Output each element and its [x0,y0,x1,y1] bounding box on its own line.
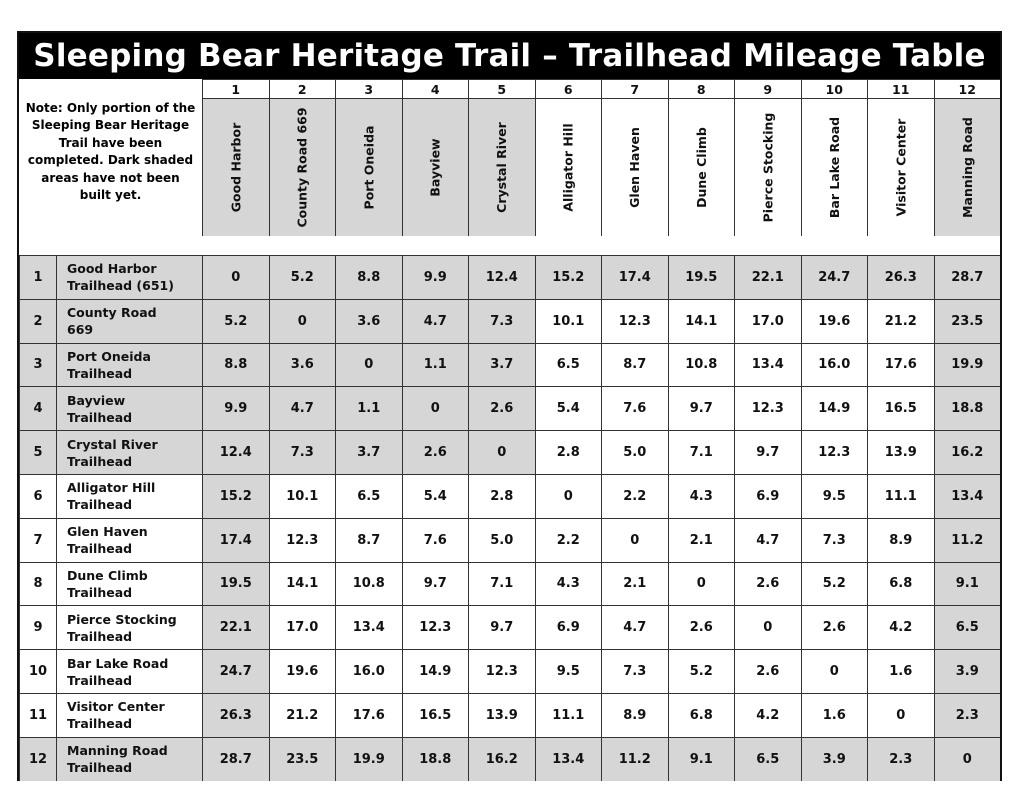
mileage-cell: 6.5 [934,605,1001,649]
column-header [734,98,801,236]
mileage-cell: 19.5 [668,255,735,299]
row-label-text: Manning Road Trailhead [67,743,168,776]
column-header-text: Bayview [427,138,443,197]
mileage-cell: 13.9 [867,430,934,474]
mileage-cell: 6.5 [335,474,402,518]
mileage-cell: 13.9 [468,693,535,737]
mileage-cell: 7.6 [601,386,668,430]
mileage-cell: 5.0 [468,518,535,562]
mileage-cell: 23.5 [269,737,336,781]
row-number: 2 [19,299,56,343]
mileage-cell: 2.6 [468,386,535,430]
mileage-cell: 6.9 [535,605,602,649]
column-header [867,98,934,236]
mileage-table-sheet [17,31,1002,781]
mileage-cell: 19.6 [269,649,336,693]
mileage-cell: 8.8 [335,255,402,299]
row-label [56,474,202,518]
mileage-cell: 0 [601,518,668,562]
mileage-cell: 28.7 [934,255,1001,299]
column-header [535,98,602,236]
mileage-cell: 2.6 [734,649,801,693]
mileage-cell: 1.1 [335,386,402,430]
mileage-cell: 13.4 [535,737,602,781]
mileage-cell: 16.5 [402,693,469,737]
mileage-cell: 16.2 [468,737,535,781]
mileage-cell: 8.7 [601,343,668,387]
row-label-text: Bayview Trailhead [67,392,133,425]
mileage-cell: 1.1 [402,343,469,387]
mileage-cell: 14.1 [269,562,336,606]
column-number: 6 [535,79,602,98]
mileage-cell: 0 [402,386,469,430]
column-header [468,98,535,236]
row-label-text: Glen Haven Trailhead [67,524,148,557]
mileage-cell: 3.7 [468,343,535,387]
mileage-cell: 2.3 [867,737,934,781]
mileage-cell: 24.7 [801,255,868,299]
mileage-cell: 11.2 [601,737,668,781]
column-number: 7 [601,79,668,98]
row-number: 1 [19,255,56,299]
mileage-cell: 11.1 [867,474,934,518]
mileage-cell: 8.9 [601,693,668,737]
mileage-cell: 0 [335,343,402,387]
mileage-cell: 2.1 [668,518,735,562]
column-header-text: Crystal River [494,122,510,213]
row-number: 3 [19,343,56,387]
mileage-cell: 17.6 [335,693,402,737]
mileage-cell: 0 [269,299,336,343]
mileage-cell: 4.7 [734,518,801,562]
mileage-cell: 2.6 [402,430,469,474]
row-number: 6 [19,474,56,518]
mileage-cell: 12.4 [202,430,269,474]
column-number: 12 [934,79,1001,98]
mileage-cell: 7.3 [801,518,868,562]
construction-note: Note: Only portion of the Sleeping Bear Heritage Trail have been completed. Dark shaded areas have not been built yet. [25,100,196,202]
mileage-cell: 3.9 [934,649,1001,693]
mileage-cell: 19.9 [335,737,402,781]
row-label [56,649,202,693]
mileage-cell: 9.7 [402,562,469,606]
mileage-cell: 9.5 [801,474,868,518]
mileage-cell: 5.2 [202,299,269,343]
mileage-cell: 9.1 [934,562,1001,606]
row-label [56,430,202,474]
mileage-cell: 2.1 [601,562,668,606]
mileage-cell: 15.2 [535,255,602,299]
mileage-cell: 6.5 [535,343,602,387]
column-header [335,98,402,236]
mileage-cell: 5.2 [801,562,868,606]
column-header [801,98,868,236]
mileage-cell: 17.0 [269,605,336,649]
mileage-cell: 2.8 [535,430,602,474]
column-header-text: Pierce Stocking [760,112,776,223]
mileage-cell: 0 [801,649,868,693]
mileage-cell: 22.1 [734,255,801,299]
mileage-cell: 14.9 [801,386,868,430]
mileage-cell: 16.2 [934,430,1001,474]
row-label [56,386,202,430]
row-label-text: Bar Lake Road Trailhead [67,655,169,688]
mileage-cell: 14.9 [402,649,469,693]
row-label-text: Alligator Hill Trailhead [67,480,156,513]
mileage-cell: 12.3 [601,299,668,343]
mileage-cell: 5.2 [668,649,735,693]
mileage-cell: 9.9 [402,255,469,299]
mileage-cell: 13.4 [734,343,801,387]
column-number: 9 [734,79,801,98]
column-number: 2 [269,79,336,98]
column-header-text: Glen Haven [627,127,643,208]
mileage-cell: 24.7 [202,649,269,693]
mileage-cell: 6.9 [734,474,801,518]
column-header-text: Bar Lake Road [826,116,842,219]
mileage-cell: 9.7 [734,430,801,474]
mileage-cell: 7.3 [601,649,668,693]
row-label-text: County Road 669 [67,305,157,338]
mileage-cell: 8.8 [202,343,269,387]
mileage-cell: 4.7 [402,299,469,343]
mileage-cell: 19.5 [202,562,269,606]
mileage-cell: 16.5 [867,386,934,430]
column-number: 3 [335,79,402,98]
mileage-cell: 12.3 [734,386,801,430]
row-label [56,343,202,387]
mileage-cell: 1.6 [801,693,868,737]
mileage-cell: 17.4 [202,518,269,562]
mileage-cell: 7.1 [468,562,535,606]
mileage-cell: 2.3 [934,693,1001,737]
mileage-cell: 1.6 [867,649,934,693]
column-number: 4 [402,79,469,98]
row-number: 11 [19,693,56,737]
row-label [56,693,202,737]
mileage-cell: 17.0 [734,299,801,343]
mileage-cell: 9.1 [668,737,735,781]
row-number: 9 [19,605,56,649]
mileage-cell: 6.8 [668,693,735,737]
mileage-cell: 4.3 [668,474,735,518]
row-label [56,562,202,606]
row-number: 10 [19,649,56,693]
mileage-cell: 2.6 [734,562,801,606]
mileage-cell: 2.2 [601,474,668,518]
mileage-cell: 17.4 [601,255,668,299]
mileage-cell: 0 [202,255,269,299]
column-header-text: Port Oneida [361,125,377,210]
mileage-cell: 3.6 [335,299,402,343]
mileage-cell: 19.6 [801,299,868,343]
mileage-cell: 4.7 [601,605,668,649]
row-number: 7 [19,518,56,562]
table-title: Sleeping Bear Heritage Trail – Trailhead Mileage Table [19,33,1000,79]
mileage-cell: 4.2 [867,605,934,649]
column-header [402,98,469,236]
mileage-cell: 9.5 [535,649,602,693]
row-number: 4 [19,386,56,430]
mileage-cell: 15.2 [202,474,269,518]
column-number: 11 [867,79,934,98]
mileage-cell: 3.7 [335,430,402,474]
column-header [601,98,668,236]
mileage-cell: 4.7 [269,386,336,430]
mileage-cell: 22.1 [202,605,269,649]
row-label [56,518,202,562]
mileage-cell: 16.0 [801,343,868,387]
row-label-text: Good Harbor Trailhead (651) [67,261,174,294]
mileage-cell: 0 [867,693,934,737]
column-number: 8 [668,79,735,98]
mileage-cell: 5.4 [535,386,602,430]
mileage-cell: 11.1 [535,693,602,737]
row-label-text: Pierce Stocking Trailhead [67,611,177,644]
row-label-text: Crystal River Trailhead [67,436,158,469]
row-label [56,737,202,781]
mileage-cell: 4.3 [535,562,602,606]
mileage-cell: 2.6 [668,605,735,649]
mileage-cell: 8.7 [335,518,402,562]
mileage-cell: 14.1 [668,299,735,343]
column-header [934,98,1001,236]
column-header-text: Dune Climb [693,127,709,208]
mileage-cell: 28.7 [202,737,269,781]
mileage-cell: 0 [668,562,735,606]
mileage-cell: 7.1 [668,430,735,474]
mileage-cell: 16.0 [335,649,402,693]
mileage-cell: 13.4 [335,605,402,649]
row-number: 5 [19,430,56,474]
mileage-cell: 2.6 [801,605,868,649]
mileage-cell: 5.2 [269,255,336,299]
row-number: 12 [19,737,56,781]
mileage-cell: 17.6 [867,343,934,387]
mileage-cell: 4.2 [734,693,801,737]
mileage-cell: 26.3 [867,255,934,299]
mileage-cell: 12.3 [269,518,336,562]
column-header [269,98,336,236]
mileage-cell: 9.7 [668,386,735,430]
mileage-cell: 18.8 [402,737,469,781]
mileage-cell: 18.8 [934,386,1001,430]
mileage-cell: 6.8 [867,562,934,606]
mileage-cell: 9.7 [468,605,535,649]
mileage-cell: 2.2 [535,518,602,562]
column-header-text: Good Harbor [228,122,244,213]
mileage-cell: 12.3 [402,605,469,649]
column-header [668,98,735,236]
mileage-cell: 21.2 [269,693,336,737]
mileage-cell: 12.3 [801,430,868,474]
mileage-cell: 3.6 [269,343,336,387]
column-header-text: Alligator Hill [560,123,576,212]
row-label-text: Dune Climb Trailhead [67,567,148,600]
mileage-cell: 12.3 [468,649,535,693]
mileage-cell: 11.2 [934,518,1001,562]
mileage-cell: 9.9 [202,386,269,430]
mileage-cell: 5.0 [601,430,668,474]
mileage-cell: 3.9 [801,737,868,781]
mileage-cell: 10.8 [668,343,735,387]
column-header-text: Manning Road [959,117,975,218]
mileage-cell: 7.3 [269,430,336,474]
column-number: 10 [801,79,868,98]
mileage-cell: 10.1 [269,474,336,518]
mileage-cell: 7.6 [402,518,469,562]
mileage-cell: 8.9 [867,518,934,562]
column-number: 1 [202,79,269,98]
column-header [202,98,269,236]
mileage-cell: 0 [934,737,1001,781]
mileage-cell: 0 [734,605,801,649]
mileage-cell: 23.5 [934,299,1001,343]
row-number: 8 [19,562,56,606]
column-header-text: County Road 669 [294,107,310,228]
mileage-cell: 5.4 [402,474,469,518]
mileage-cell: 13.4 [934,474,1001,518]
mileage-cell: 26.3 [202,693,269,737]
column-number: 5 [468,79,535,98]
row-label [56,299,202,343]
row-label-text: Visitor Center Trailhead [67,699,165,732]
mileage-cell: 21.2 [867,299,934,343]
mileage-cell: 19.9 [934,343,1001,387]
row-label [56,605,202,649]
mileage-cell: 10.8 [335,562,402,606]
mileage-cell: 7.3 [468,299,535,343]
mileage-cell: 0 [468,430,535,474]
mileage-cell: 10.1 [535,299,602,343]
mileage-cell: 6.5 [734,737,801,781]
row-label-text: Port Oneida Trailhead [67,348,151,381]
mileage-cell: 2.8 [468,474,535,518]
row-label [56,255,202,299]
mileage-cell: 12.4 [468,255,535,299]
column-header-text: Visitor Center [893,118,909,217]
mileage-cell: 0 [535,474,602,518]
